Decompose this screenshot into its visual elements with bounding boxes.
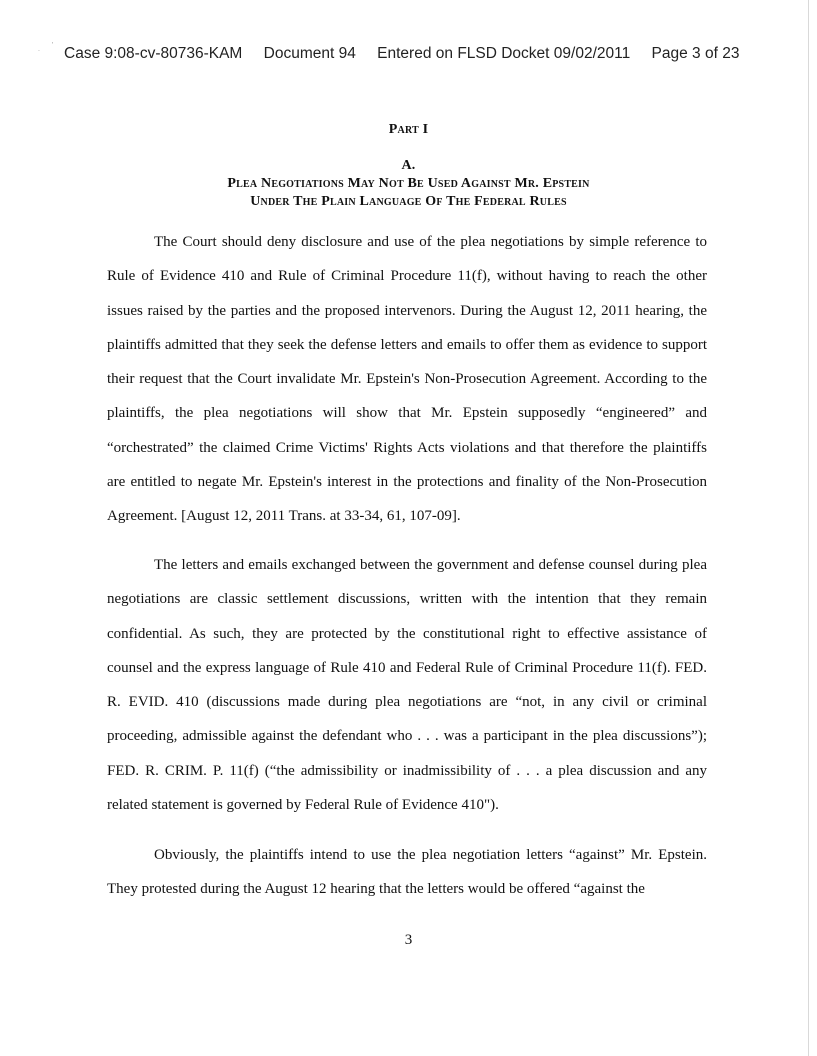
body-paragraph: Obviously, the plaintiffs intend to use the plea negotiation letters “against” Mr. Epstein. They protested during the August 12 hearing that the letters would be offered “against the <box>107 847 707 898</box>
page-indicator: Page 3 of 23 <box>651 45 740 62</box>
part-heading: Part I <box>388 122 429 137</box>
docket-header <box>64 45 764 63</box>
section-title-line-2: Under The Plain Language Of The Federal Rules <box>250 194 567 209</box>
section-title-line-1: Plea Negotiations May Not Be Used Against Mr. Epstein <box>227 176 590 191</box>
body-paragraph: The letters and emails exchanged between the government and defense counsel during plea negotiations are classic settlement discussions, written with the intention that they remain confidential. As such, they are protected by the constitutional right to effective assistance of counsel and the express language of Rule 410 and Federal Rule of Criminal Procedure 11(f). FED. R. EVID. 410 (discussions made during plea negotiations are “not, in any civil or criminal proceeding, admissible against the defendant who . . . was a participant in the plea discussions”); FED. R. CRIM. P. 11(f) (“the admissibility or inadmissibility of . . . a plea discussion and any related statement is governed by Federal Rule of Evidence 410"). <box>107 557 707 814</box>
document-number: Document 94 <box>263 45 356 62</box>
case-number: Case 9:08-cv-80736-KAM <box>64 45 243 62</box>
scan-artifact-mark: . <box>38 46 40 53</box>
body-paragraph: The Court should deny disclosure and use of the plea negotiations by simple reference to Rule of Evidence 410 and Rule of Criminal Procedure 11(f), without having to reach the other issues raised by the parties and the proposed intervenors. During the August 12, 2011 hearing, the plaintiffs admitted that they seek the defense letters and emails to offer them as evidence to support their request that the Court invalidate Mr. Epstein's Non-Prosecution Agreement. According to the plaintiffs, the plea negotiations will show that Mr. Epstein supposedly “engineered” and “orchestrated” the claimed Crime Victims' Rights Acts violations and that therefore the plaintiffs are entitled to negate Mr. Epstein's interest in the protections and finality of the Non-Prosecution Agreement. [August 12, 2011 Trans. at 33-34, 61, 107-09]. <box>107 234 707 525</box>
section-letter: A. <box>401 158 416 173</box>
docket-entry-date: Entered on FLSD Docket 09/02/2011 <box>377 45 631 62</box>
page-number: 3 <box>404 932 413 948</box>
scan-artifact-mark: ' <box>52 42 54 49</box>
